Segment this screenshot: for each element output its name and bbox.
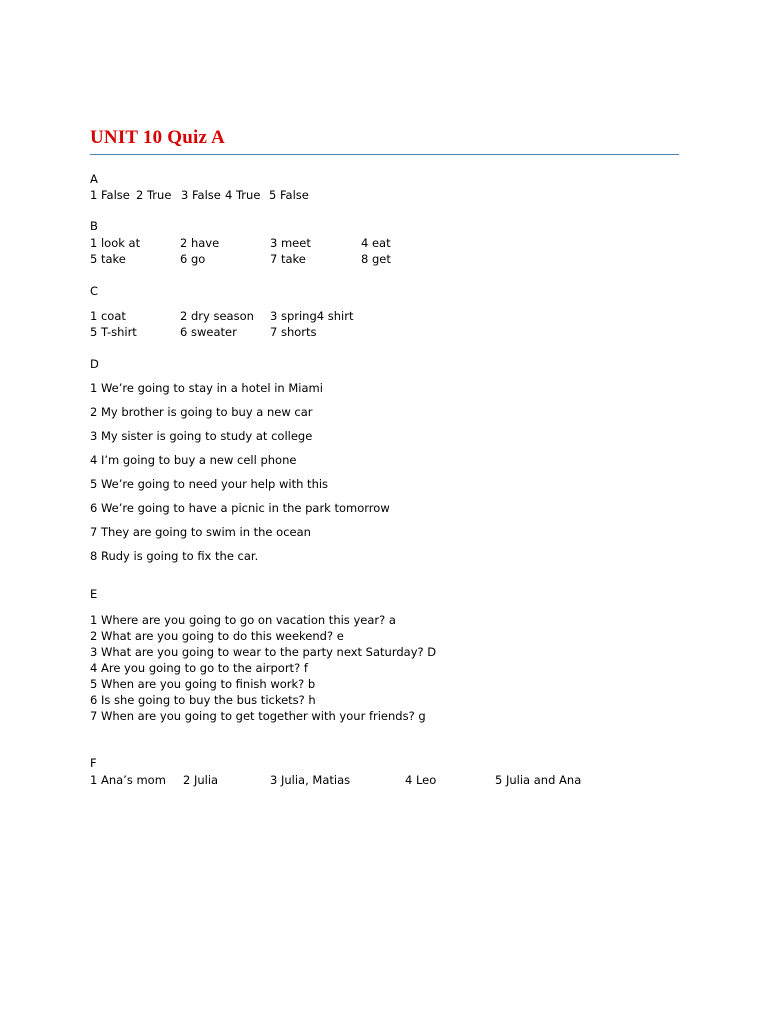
- sentence-d-3: 3 My sister is going to study at college: [90, 429, 313, 443]
- answer-f-3: 3 Julia, Matias: [270, 773, 351, 787]
- sentence-d-2: 2 My brother is going to buy a new car: [90, 405, 313, 419]
- answer-b-6: 6 go: [180, 252, 206, 266]
- answer-b-7: 7 take: [270, 252, 306, 266]
- answer-b-5: 5 take: [90, 252, 126, 266]
- sentence-d-8: 8 Rudy is going to fix the car.: [90, 549, 259, 563]
- sentence-d-5: 5 We’re going to need your help with this: [90, 477, 329, 491]
- answer-c-6: 6 sweater: [180, 325, 237, 339]
- question-e-2: 2 What are you going to do this weekend? e: [90, 629, 344, 643]
- answer-a-5: 5 False: [269, 188, 309, 202]
- sentence-d-7: 7 They are going to swim in the ocean: [90, 525, 311, 539]
- answer-b-3: 3 meet: [270, 236, 311, 250]
- section-a-label: A: [90, 172, 98, 186]
- page-title: UNIT 10 Quiz A: [90, 127, 225, 148]
- section-e-label: E: [90, 587, 98, 601]
- question-e-3: 3 What are you going to wear to the party next Saturday? D: [90, 645, 437, 659]
- answer-f-1: 1 Ana’s mom: [90, 773, 166, 787]
- question-e-4: 4 Are you going to go to the airport? f: [90, 661, 308, 675]
- answer-b-4: 4 eat: [361, 236, 391, 250]
- answer-c-7: 7 shorts: [270, 325, 317, 339]
- answer-f-4: 4 Leo: [405, 773, 437, 787]
- answer-a-1: 1 False: [90, 188, 130, 202]
- answer-c-2: 2 dry season: [180, 309, 254, 323]
- sentence-d-6: 6 We’re going to have a picnic in the park tomorrow: [90, 501, 390, 515]
- answer-a-3: 3 False: [181, 188, 221, 202]
- section-b-label: B: [90, 219, 98, 233]
- answer-b-8: 8 get: [361, 252, 391, 266]
- question-e-5: 5 When are you going to finish work? b: [90, 677, 316, 691]
- answer-f-2: 2 Julia: [183, 773, 219, 787]
- answer-a-4: 4 True: [225, 188, 261, 202]
- answer-c-5: 5 T-shirt: [90, 325, 137, 339]
- question-e-6: 6 Is she going to buy the bus tickets? h: [90, 693, 316, 707]
- question-e-7: 7 When are you going to get together with your friends? g: [90, 709, 426, 723]
- question-e-1: 1 Where are you going to go on vacation this year? a: [90, 613, 396, 627]
- section-d-label: D: [90, 357, 99, 371]
- answer-c-3: 3 spring4 shirt: [270, 309, 354, 323]
- answer-f-5: 5 Julia and Ana: [495, 773, 582, 787]
- answer-a-2: 2 True: [136, 188, 172, 202]
- answer-c-1: 1 coat: [90, 309, 126, 323]
- answer-b-2: 2 have: [180, 236, 220, 250]
- section-c-label: C: [90, 284, 99, 298]
- sentence-d-4: 4 I’m going to buy a new cell phone: [90, 453, 297, 467]
- section-f-label: F: [90, 756, 97, 770]
- answer-b-1: 1 look at: [90, 236, 141, 250]
- sentence-d-1: 1 We’re going to stay in a hotel in Miami: [90, 381, 323, 395]
- title-divider: [90, 154, 679, 155]
